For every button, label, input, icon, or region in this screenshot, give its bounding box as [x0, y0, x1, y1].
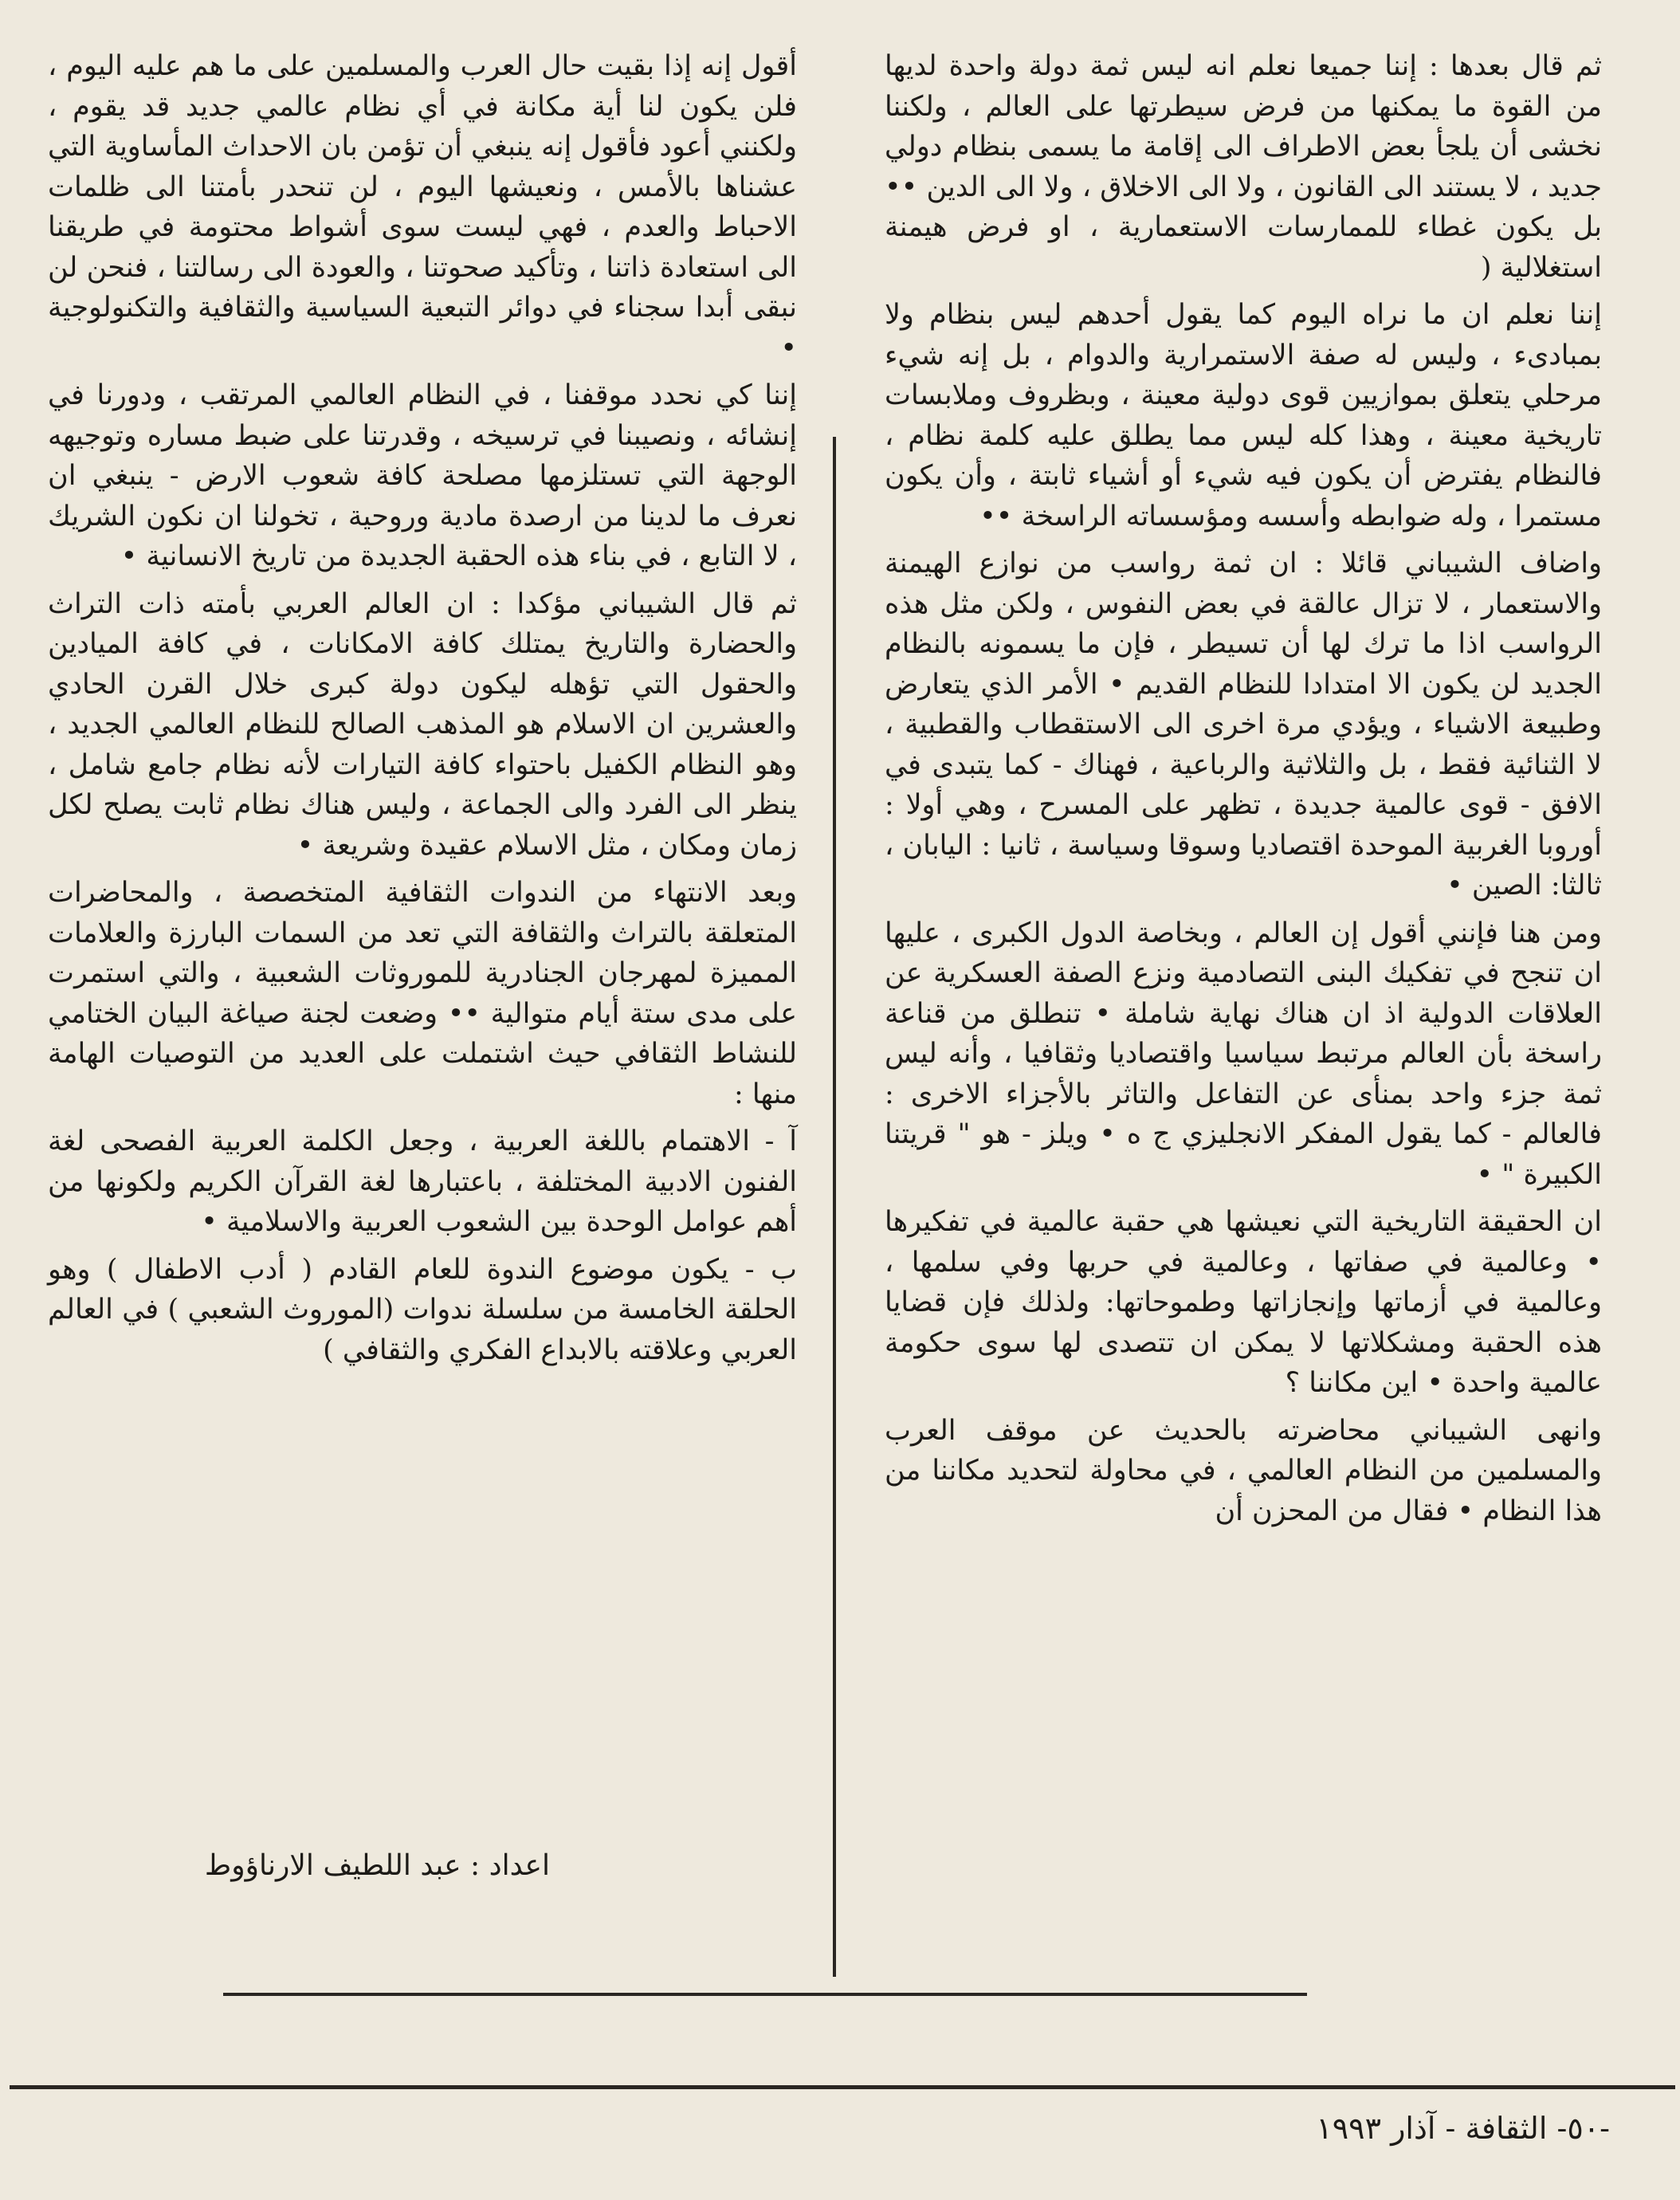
paragraph: ثم قال الشيباني مؤكدا : ان العالم العربي بأمته ذات التراث والحضارة والتاريخ يمتلك كافة الامكانات ، في كافة الميادين والحقول التي تؤهله ليكون دولة كبرى خلال القرن الحادي والعشرين ان الاسلام هو المذهب الصالح للنظام العالمي الجديد ، وهو النظام الكفيل باحتواء كافة التيارات لأنه نظام جامع شامل ، ينظر الى الفرد والى الجماعة ، وليس هناك نظام ثابت يصلح لكل زمان ومكان ، مثل الاسلام عقيدة وشريعة •: [48, 587, 797, 862]
article-end-rule: [223, 1993, 1307, 1996]
paragraph: وانهى الشيباني محاضرته بالحديث عن موقف العرب والمسلمين من النظام العالمي ، في محاولة لتحديد مكاننا من هذا النظام • فقال من المحزن أن: [885, 1414, 1602, 1527]
paragraph: ومن هنا فإنني أقول إن العالم ، وبخاصة الدول الكبرى ، عليها ان تنجح في تفكيك البنى التصادمية ونزع الصفة العسكرية عن العلاقات الدولية اذ ان هناك نهاية شاملة • تنطلق من قناعة راسخة بأن العالم مرتبط سياسيا واقتصاديا وثقافيا ، وأنه ليس ثمة جزء واحد بمنأى عن التفاعل والتاثر بالأجزاء الاخرى : فالعالم - كما يقول المفكر الانجليزي ج ه • ويلز - هو " قريتنا الكبيرة " •: [885, 917, 1602, 1191]
article-column-right: [885, 46, 1602, 1538]
paragraph: ثم قال بعدها : إننا جميعا نعلم انه ليس ثمة دولة واحدة لديها من القوة ما يمكنها من فرض سيطرتها على العالم ، ولكننا نخشى أن يلجأ بعض الاطراف الى إقامة ما يسمى بنظام دولي جديد ، لا يستند الى القانون ، ولا الى الاخلاق ، ولا الى الدين •• بل يكون غطاء للممارسات الاستعمارية ، او فرض هيمنة استغلالية (: [885, 50, 1602, 284]
paragraph: إننا نعلم ان ما نراه اليوم كما يقول أحدهم ليس بنظام ولا بمبادىء ، وليس له صفة الاستمرارية والدوام ، بل إنه شيء مرحلي يتعلق بموازيين قوى دولية معينة ، وبظروف وملابسات تاريخية معينة ، وهذا كله ليس مما يطلق عليه كلمة نظام ، فالنظام يفترض أن يكون فيه شيء أو أشياء ثابتة ، وأن يكون مستمرا ، وله ضوابطه وأسسه ومؤسساته الراسخة ••: [885, 299, 1602, 532]
paragraph: ان الحقيقة التاريخية التي نعيشها هي حقبة عالمية في تفكيرها • وعالمية في صفاتها ، وعالمية في حربها وفي سلمها ، وعالمية في أزماتها وإنجازاتها وطموحاتها: ولذلك فإن قضايا هذه الحقبة ومشكلاتها لا يمكن ان تتصدى لها سوى حكومة عالمية واحدة • اين مكاننا ؟: [885, 1206, 1602, 1399]
article-column-left: [48, 46, 797, 1377]
column-divider: [833, 437, 836, 1977]
page-footer: -٥٠- الثقافة - آذار ١٩٩٣: [1316, 2111, 1610, 2146]
paragraph: وبعد الانتهاء من الندوات الثقافية المتخصصة ، والمحاضرات المتعلقة بالتراث والثقافة التي تعد من السمات البارزة والعلامات المميزة لمهرجان الجنادرية للموروثات الشعبية ، والتي استمرت على مدى ستة أيام متوالية •• وضعت لجنة صياغة البيان الختامي للنشاط الثقافي حيث اشتملت على العديد من التوصيات الهامة منها :: [48, 877, 797, 1110]
paragraph: ب - يكون موضوع الندوة للعام القادم ( أدب الاطفال ) وهو الحلقة الخامسة من سلسلة ندوات (الموروث الشعبي ) في العالم العربي وعلاقته بالابداع الفكري والثقافي ): [48, 1253, 797, 1366]
paragraph: إننا كي نحدد موقفنا ، في النظام العالمي المرتقب ، ودورنا في إنشائه ، ونصيبنا في ترسيخه ، وقدرتنا على ضبط مساره وتوجيهه الوجهة التي تستلزمها مصلحة كافة شعوب الارض - ينبغي ان نعرف ما لدينا من ارصدة مادية وروحية ، تخولنا ان نكون الشريك ، لا التابع ، في بناء هذه الحقبة الجديدة من تاريخ الانسانية •: [48, 379, 797, 572]
footer-rule: [10, 2085, 1675, 2089]
paragraph: أقول إنه إذا بقيت حال العرب والمسلمين على ما هم عليه اليوم ، فلن يكون لنا أية مكانة في أي نظام عالمي جديد قد يقوم ، ولكنني أعود فأقول إنه ينبغي أن تؤمن بان الاحداث المأساوية التي عشناها بالأمس ، ونعيشها اليوم ، لن تنحدر بأمتنا الى ظلمات الاحباط والعدم ، فهي ليست سوى أشواط محتومة في طريقنا الى استعادة ذاتنا ، وتأكيد صحوتنا ، والعودة الى رسالتنا ، فنحن لن نبقى أبدا سجناء في دوائر التبعية السياسية والثقافية والتكنولوجية •: [48, 50, 797, 364]
author-byline: اعداد : عبد اللطيف الارناؤوط: [204, 1849, 550, 1882]
paragraph: آ - الاهتمام باللغة العربية ، وجعل الكلمة العربية الفصحى لغة الفنون الادبية المختلفة ، باعتبارها لغة القرآن الكريم ولكونها من أهم عوامل الوحدة بين الشعوب العربية والاسلامية •: [48, 1126, 797, 1238]
paragraph: واضاف الشيباني قائلا : ان ثمة رواسب من نوازع الهيمنة والاستعمار ، لا تزال عالقة في بعض النفوس ، ولكن مثل هذه الرواسب اذا ما ترك لها أن تسيطر ، فإن ما يسمونه بالنظام الجديد لن يكون الا امتدادا للنظام القديم • الأمر الذي يتعارض وطبيعة الاشياء ، ويؤدي مرة اخرى الى الاستقطاب والقطبية ، لا الثنائية فقط ، بل والثلاثية والرباعية ، فهناك - كما يتبدى في الافق - قوى عالمية جديدة ، تظهر على المسرح ، وهي أولا : أوروبا الغربية الموحدة اقتصاديا وسوقا وسياسة ، ثانيا : اليابان ، ثالثا: الصين •: [885, 548, 1602, 902]
